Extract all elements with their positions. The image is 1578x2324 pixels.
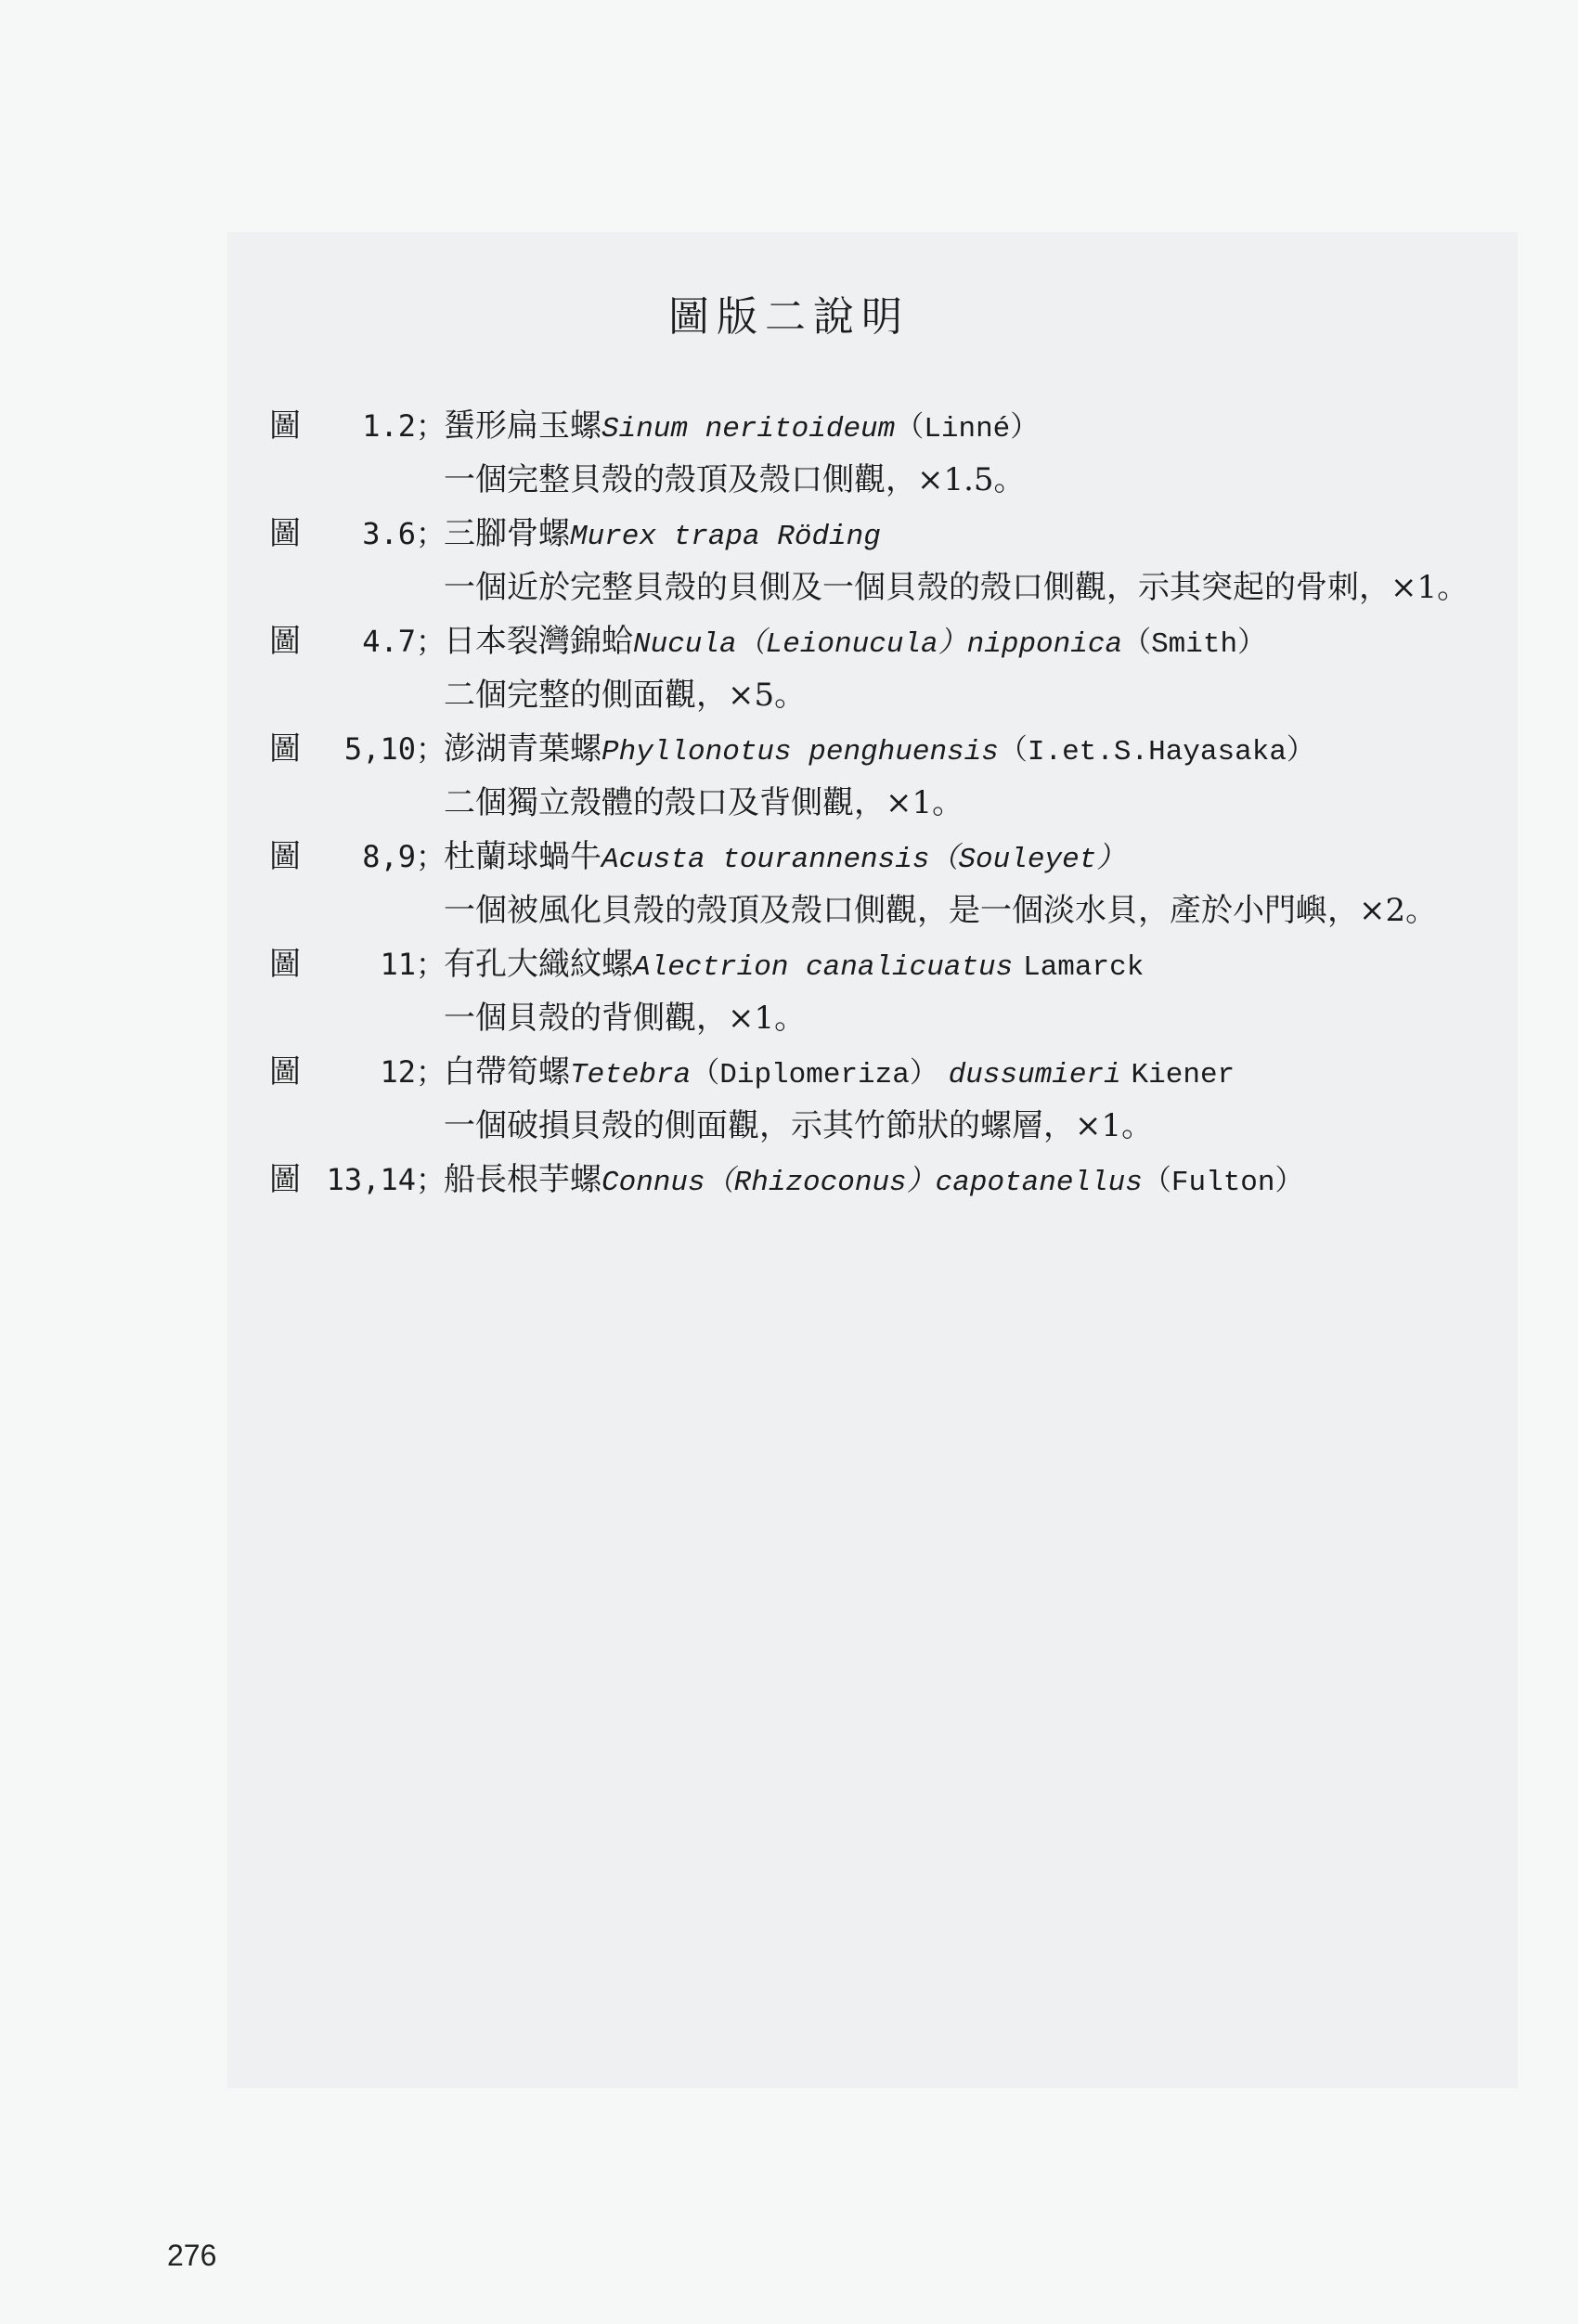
species-name: [444, 937, 1144, 995]
scientific-name: Phyllonotus penghuensis: [601, 736, 999, 768]
caption-description-line: [269, 776, 1513, 830]
figure-number: 12；: [380, 1054, 446, 1090]
species-epithet: dussumieri: [948, 1059, 1121, 1091]
figure-number: 4.7；: [362, 624, 446, 659]
caption-species-line: [269, 722, 1513, 776]
caption-species-line: [269, 937, 1513, 991]
caption-species-line: [269, 507, 1513, 561]
description: 一個被風化貝殼的殼頂及殼口側觀，是一個淡水貝，產於小門嶼，×2。: [444, 892, 1438, 929]
description: 一個近於完整貝殼的貝側及一個貝殼的殼口側觀，示其突起的骨刺，×1。: [444, 569, 1469, 606]
species-name: [444, 1153, 1304, 1210]
species-name: [444, 507, 881, 564]
figure-label: 圖: [269, 1161, 301, 1198]
caption-entry: [269, 1045, 1513, 1153]
caption-entry: [269, 614, 1513, 722]
caption-description-line: [269, 884, 1513, 937]
caption-description-line: [269, 453, 1513, 507]
description: 一個貝殼的背側觀，×1。: [444, 1000, 807, 1037]
caption-description-line: [269, 1099, 1513, 1153]
scientific-name: Alectrion canalicuatus: [633, 951, 1014, 984]
page-title: 圖版二說明: [668, 293, 910, 341]
authority: （Linné）: [895, 413, 1040, 445]
scientific-name: Murex trapa Röding: [570, 521, 881, 553]
figure-number: 13,14；: [326, 1162, 446, 1197]
species-name: [444, 614, 1266, 672]
authority: （Fulton）: [1142, 1167, 1304, 1199]
figure-number: 1.2；: [362, 408, 446, 444]
scientific-name: Connus（Rhizoconus）capotanellus: [601, 1167, 1143, 1199]
caption-species-line: [269, 1153, 1513, 1207]
description: 二個完整的側面觀，×5。: [444, 677, 807, 714]
chinese-name: 船長根芋螺: [444, 1161, 601, 1198]
authority: Kiener: [1131, 1059, 1235, 1091]
figure-label: 圖: [269, 730, 301, 768]
plate-caption-list: [269, 399, 1513, 1207]
species-name: [444, 722, 1315, 780]
chinese-name: 日本裂灣錦蛤: [444, 623, 633, 660]
figure-label: 圖: [269, 407, 301, 445]
page-number: 276: [167, 2239, 217, 2272]
caption-entry: [269, 722, 1513, 830]
subgenus: （Diplomeriza）: [691, 1059, 938, 1091]
authority: （I.et.S.Hayasaka）: [998, 736, 1315, 768]
species-name: [444, 830, 1125, 887]
figure-label: 圖: [269, 515, 301, 552]
chinese-name: 澎湖青葉螺: [444, 730, 601, 768]
figure-number: 11；: [380, 947, 446, 982]
chinese-name: 白帶筍螺: [444, 1053, 570, 1091]
chinese-name: 杜蘭球蝸牛: [444, 838, 601, 875]
chinese-name: 三腳骨螺: [444, 515, 570, 552]
description: 一個完整貝殼的殼頂及殼口側觀，×1.5。: [444, 461, 1026, 498]
caption-entry: [269, 937, 1513, 1045]
description: 一個破損貝殼的側面觀，示其竹節狀的螺層，×1。: [444, 1107, 1154, 1144]
caption-description-line: [269, 561, 1513, 614]
figure-label: 圖: [269, 946, 301, 983]
chinese-name: 有孔大織紋螺: [444, 946, 633, 983]
species-name: [444, 1045, 1235, 1103]
scientific-name: Acusta tourannensis（Souleyet）: [601, 844, 1126, 876]
species-name: [444, 399, 1039, 457]
caption-species-line: [269, 399, 1513, 453]
caption-entry: [269, 1153, 1513, 1207]
figure-number: 3.6；: [362, 516, 446, 551]
chinese-name: 蜑形扁玉螺: [444, 407, 601, 445]
description: 二個獨立殼體的殼口及背側觀，×1。: [444, 784, 964, 821]
authority: Lamarck: [1023, 951, 1145, 984]
caption-description-line: [269, 991, 1513, 1045]
caption-entry: [269, 399, 1513, 507]
scientific-name: Tetebra: [570, 1059, 692, 1091]
figure-label: 圖: [269, 838, 301, 875]
figure-number: 5,10；: [343, 731, 446, 767]
scientific-name: Sinum neritoideum: [601, 413, 896, 445]
figure-number: 8,9；: [362, 839, 446, 874]
caption-description-line: [269, 668, 1513, 722]
figure-label: 圖: [269, 623, 301, 660]
scientific-name: Nucula（Leionucula）nipponica: [633, 628, 1123, 661]
authority: （Smith）: [1122, 628, 1267, 661]
caption-entry: [269, 830, 1513, 937]
caption-species-line: [269, 1045, 1513, 1099]
caption-species-line: [269, 830, 1513, 884]
caption-entry: [269, 507, 1513, 614]
caption-species-line: [269, 614, 1513, 668]
figure-label: 圖: [269, 1053, 301, 1091]
